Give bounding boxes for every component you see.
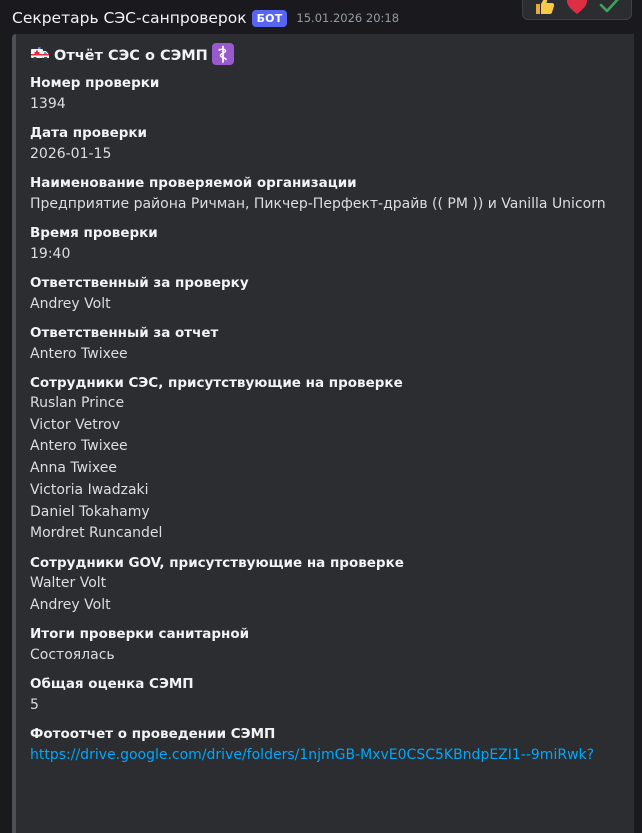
field-label: Сотрудники GOV, присутствующие на проверке: [30, 554, 404, 571]
thumbs-up-icon: [533, 0, 555, 19]
field-overall-score: [30, 675, 622, 716]
field-value-list: [30, 573, 622, 616]
field-label: Сотрудники СЭС, присутствующие на проверке: [30, 375, 403, 391]
field-label: Номер проверки: [30, 75, 160, 91]
field-gov-staff: [30, 554, 622, 616]
staff-name: Anna Twixee: [30, 460, 118, 477]
bot-badge: БОТ: [252, 10, 288, 27]
staff-name: Walter Volt: [30, 574, 107, 591]
medical-symbol-icon: [212, 43, 234, 69]
field-value: Состоялась: [30, 647, 115, 664]
message-header: [12, 7, 399, 29]
staff-name: Antero Twixee: [30, 438, 128, 455]
field-value: [30, 744, 622, 766]
field-label: Ответственный за отчет: [30, 325, 219, 341]
field-label: Дата проверки: [30, 125, 148, 141]
field-inspection-number: [30, 74, 622, 115]
field-value: 5: [30, 697, 39, 714]
embed-title-text: Отчёт СЭС о СЭМП: [54, 48, 208, 64]
field-value: 1394: [30, 96, 66, 112]
field-value: Предприятие района Ричман, Пикчер-Перфект-драйв (( PM )) и Vanilla Unicorn: [30, 196, 606, 212]
ambulance-icon: [30, 46, 50, 66]
author-name[interactable]: Секретарь СЭС-санпроверок: [12, 9, 247, 27]
reaction-heart[interactable]: [564, 0, 590, 19]
field-value-list: [30, 393, 622, 545]
checkmark-icon: [599, 0, 621, 19]
heart-icon: [566, 0, 588, 19]
staff-name: Andrey Volt: [30, 596, 111, 613]
field-organization: [30, 174, 622, 215]
staff-name: Mordret Runcandel: [30, 525, 163, 542]
staff-name: Victor Vetrov: [30, 416, 121, 433]
message-timestamp: 15.01.2026 20:18: [296, 11, 400, 25]
field-value: 2026-01-15: [30, 146, 112, 162]
field-value: 19:40: [30, 246, 71, 262]
field-label: Ответственный за проверку: [30, 275, 249, 291]
embed-title: [30, 44, 622, 68]
reaction-bar: [522, 0, 632, 20]
field-inspection-date: [30, 124, 622, 165]
field-label: Время проверки: [30, 225, 158, 241]
staff-name: Ruslan Prince: [30, 395, 125, 411]
field-label: Итоги проверки санитарной: [30, 626, 250, 643]
report-embed: [12, 34, 634, 833]
field-ses-staff: [30, 374, 622, 545]
reaction-thumbs-up[interactable]: [531, 0, 557, 19]
field-label: Наименование проверяемой организации: [30, 175, 357, 191]
field-inspection-time: [30, 224, 622, 265]
photo-report-link[interactable]: https://drive.google.com/drive/folders/1njmGB-MxvE0CSC5KBndpEZI1--9miRwk?: [30, 747, 595, 764]
field-label: Общая оценка СЭМП: [30, 676, 194, 693]
staff-name: Daniel Tokahamy: [30, 503, 150, 520]
field-label: Фотоотчет о проведении СЭМП: [30, 726, 276, 743]
field-responsible-inspection: [30, 274, 622, 315]
field-sanitary-result: [30, 625, 622, 666]
field-value: Andrey Volt: [30, 296, 111, 312]
field-value: Antero Twixee: [30, 346, 128, 362]
reaction-checkmark[interactable]: [597, 0, 623, 19]
field-photo-report: [30, 725, 622, 766]
field-responsible-report: [30, 324, 622, 365]
staff-name: Victoria Iwadzaki: [30, 481, 149, 498]
